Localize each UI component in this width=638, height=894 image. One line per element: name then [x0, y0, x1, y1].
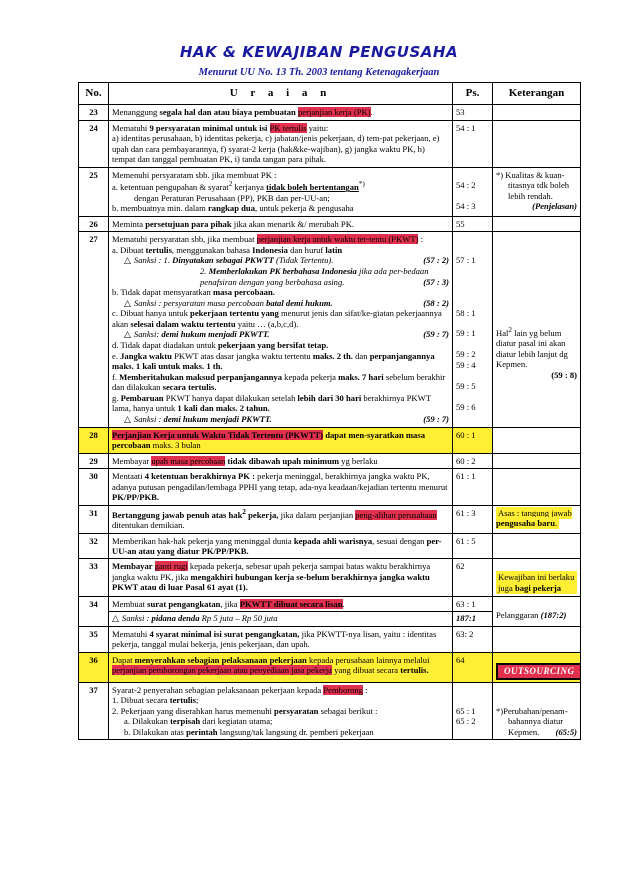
row-number: 32 — [79, 533, 109, 559]
text-bold: pidana denda — [151, 612, 200, 623]
row-pasal: 63: 2 — [453, 626, 493, 652]
text-span: Menanggung — [112, 107, 160, 118]
pasal-line: 59 : 2 — [456, 349, 476, 360]
text-span: berakhirnya PKWT lama, hanya untuk — [112, 392, 431, 414]
text-bold: selesai dalam waktu tertentu — [130, 318, 236, 329]
text-span: : — [418, 234, 424, 245]
table-row — [79, 167, 581, 216]
warning-triangle-icon: △ — [112, 612, 119, 623]
text-bold: Dinyatakan sebagai PKWTT — [172, 255, 274, 266]
text-span: a. Dibuat — [112, 244, 146, 255]
table-row — [79, 453, 581, 468]
text-span: Syarat-2 penyerahan sebagian pelaksanaan pekerjaan kepada — [112, 684, 324, 695]
text-span: Sanksi : 1. — [133, 255, 173, 266]
text-span: kepada perusahaan lainnya melalui — [306, 654, 430, 665]
obligations-table — [78, 82, 581, 740]
row-keterangan — [493, 652, 581, 682]
text-span: f. — [112, 371, 120, 382]
note-line: *) Kualitas & kuan- — [496, 169, 565, 180]
text-span: jika dalam perjanjian — [278, 509, 356, 520]
row-keterangan — [493, 505, 581, 533]
table-row — [79, 626, 581, 652]
row-pasal: 55 — [453, 216, 493, 231]
note-span: Asas : tangung jawab — [498, 507, 572, 518]
col-header-ps: Ps. — [453, 83, 493, 105]
text-span: d. Tidak dapat diadakan untuk — [112, 340, 218, 351]
text-span: kepada pekerja — [282, 371, 339, 382]
text-bold: pekerjaan yang bersifat tetap. — [217, 340, 329, 351]
text-span: dari kegiatan utama; — [200, 716, 273, 727]
text-bold: persyaratan — [274, 705, 319, 716]
text-span: langsung/tak langsung dr. pemberi pekerjaan — [217, 726, 374, 737]
text-sup: 2 — [242, 507, 246, 516]
row-keterangan — [493, 682, 581, 739]
text-highlight: peng-alihan perusahaan — [355, 509, 437, 520]
text-bold: latin — [325, 244, 343, 255]
text-span: jika akan menarik &/ merubah PK. — [231, 218, 355, 229]
note-ref: (65:5) — [555, 726, 577, 737]
row-pasal — [453, 167, 493, 216]
row-pasal: 54 : 1 — [453, 120, 493, 167]
table-row — [79, 559, 581, 597]
row-keterangan — [493, 232, 581, 428]
page-title: HAK & KEWAJIBAN PENGUSAHA — [179, 43, 459, 61]
text-span: b. Tidak dapat mensyaratkan — [112, 287, 213, 298]
text-span: PKWT atas dasar jangka waktu tertentu — [171, 350, 313, 361]
ref-span: (57 : 2) — [423, 255, 449, 266]
pasal-line: 65 : 2 — [456, 716, 476, 727]
text-span: pekerja meninggal, berakhirnya jangka waktu PK, adanya putusan pengadilan/lembaga PPHI yang tetap, ada-nya keadaan/kejadian tertentu menurut — [112, 471, 448, 492]
col-header-no: No. — [79, 83, 109, 105]
text-bold: Jangka waktu — [120, 350, 172, 361]
row-number: 37 — [79, 682, 109, 739]
note-span: lain yg belum diatur pasal ini akan diatur lebih lanjut dg Kepmen. — [496, 327, 568, 370]
note-line: bahannya diatur — [508, 716, 564, 727]
pasal-line: 57 : 1 — [456, 255, 476, 266]
row-pasal: 62 — [453, 559, 493, 597]
text-highlight: Pemborong — [323, 684, 364, 695]
note-line: *)Perubahan/penam- — [496, 705, 568, 716]
text-span: e. — [112, 350, 121, 361]
note-span: Pelanggaran — [496, 609, 539, 620]
row-number: 34 — [79, 597, 109, 626]
row-number: 30 — [79, 469, 109, 505]
note-line: (59 : 8) — [551, 369, 577, 380]
text-span: , sesuai dengan — [372, 535, 427, 546]
text-span: a. ketentuan pengupahan & syarat — [112, 182, 229, 193]
row-keterangan — [493, 105, 581, 120]
text-span: ; — [196, 695, 199, 706]
text-bold: Indonesia — [252, 244, 288, 255]
ref-span: (59 : 7) — [423, 413, 449, 424]
text-bold: tertulis — [145, 244, 172, 255]
text-bold: pekerjaan tertentu yang — [190, 308, 279, 319]
text-span: Rp 5 juta – Rp 50 juta — [199, 612, 278, 623]
page-subtitle: Menurut UU No. 13 Th. 2003 tentang Ketenagakerjaan — [198, 67, 440, 78]
text-span: PKWT hanya dapat dilakukan setelah — [163, 392, 298, 403]
text-bold: demi hukum menjadi PKWTT. — [161, 329, 270, 340]
text-bold: maks. 2 th. — [312, 350, 353, 361]
text-span: Sanksi : — [133, 413, 164, 424]
row-keterangan — [493, 559, 581, 597]
text-highlight: perjanjian kerja (PK) — [298, 107, 371, 118]
text-span: Sanksi : persyaratan masa percobaan — [133, 297, 267, 308]
text-bold: tidak dibawah upah minimum — [225, 455, 340, 466]
text-bold: surat pengangkatan — [147, 599, 221, 610]
pasal-line: 187:1 — [453, 611, 492, 623]
row-number: 25 — [79, 167, 109, 216]
note-bold: pengusaha baru — [496, 518, 555, 529]
pasal-line: 65 : 1 — [456, 705, 476, 716]
table-row — [79, 232, 581, 428]
text-span: Membayar — [112, 455, 152, 466]
row-number: 33 — [79, 559, 109, 597]
pasal-line: 54 : 2 — [456, 180, 476, 191]
row-text — [109, 427, 453, 453]
pasal-line: 59 : 1 — [456, 328, 476, 339]
text-bold: perpanjangannya maks. 1 kali untuk maks. 1 th. — [112, 350, 435, 372]
text-span: 1. Dibuat secara — [112, 695, 170, 706]
text-bold: lebih dari 30 hari — [297, 392, 362, 403]
text-line: Memenuhi persyaratam sbb. jika membuat PK : — [112, 169, 277, 180]
text-bold: 4 syarat minimal isi surat pengangkatan, — [149, 628, 300, 639]
table-row — [79, 597, 581, 626]
text-span: dan huruf — [287, 244, 326, 255]
text-span: 2. Pekerjaan yang diserahkan harus memenuhi — [112, 705, 275, 716]
text-span: jika PKWTT-nya lisan, yaitu : identitas pekerja, tanggal mulai bekerja, jenis pekerjaan, dan upah. — [112, 628, 437, 650]
row-keterangan — [493, 216, 581, 231]
row-pasal: 61 : 1 — [453, 469, 493, 505]
text-bold: batal demi hukum. — [266, 297, 333, 308]
text-span: Mematuhi — [112, 122, 150, 133]
note-line: lebih rendah. — [508, 190, 553, 201]
table-row — [79, 652, 581, 682]
text-span: Mematuhi persyaratan sbb, jika membuat — [112, 234, 257, 245]
note-span: Kepmen. — [508, 726, 540, 737]
pasal-line: 63 : 1 — [456, 599, 476, 610]
pasal-line: 58 : 1 — [456, 307, 476, 318]
row-pasal — [453, 682, 493, 739]
row-keterangan — [493, 167, 581, 216]
text-highlight: Perjanjian Kerja untuk Waktu Tidak Tertentu (PKWTT) — [112, 429, 324, 440]
row-text — [109, 652, 453, 682]
row-pasal — [453, 232, 493, 428]
text-span: a. Dilakukan — [124, 716, 171, 727]
text-bold: 1 kali dan maks. 2 tahun. — [177, 403, 270, 414]
row-pasal: 61 : 3 — [453, 505, 493, 533]
text-bold: Membayar — [112, 561, 155, 572]
text-span: sebelum berakhir dan dilakukan — [112, 371, 446, 393]
text-span: yaitu: — [306, 122, 329, 133]
row-number: 26 — [79, 216, 109, 231]
note-bold: (187:2) — [540, 609, 567, 620]
text-span: Sanksi : — [121, 612, 152, 623]
text-bold: demi hukum menjadi PKWTT. — [163, 413, 272, 424]
text-bold: tertulis. — [400, 665, 429, 676]
row-keterangan — [493, 597, 581, 626]
text-span: g. — [112, 392, 121, 403]
text-highlight: upah masa percobaan — [151, 455, 226, 466]
text-bold: Memberlakukan PK berbahasa Indonesia — [208, 266, 357, 277]
row-number: 28 — [79, 427, 109, 453]
outsourcing-badge: OUTSOURCING — [496, 663, 581, 680]
note-span: Hal — [496, 327, 509, 338]
note-highlight — [496, 507, 572, 529]
text-span: , untuk pekerja & pengusaha — [255, 203, 354, 214]
col-header-keterangan: Keterangan — [493, 83, 581, 105]
text-span: b. Dilakukan atas — [124, 726, 187, 737]
row-keterangan — [493, 453, 581, 468]
text-span: menurut jenis dan sifat/ke-giatan pekerjaannya akan — [112, 308, 442, 329]
row-pasal: 60 : 2 — [453, 453, 493, 468]
note-span: Kewajiban ini berlaku juga — [498, 572, 575, 593]
row-text — [109, 597, 453, 626]
text-bold: mengakhiri hubungan kerja se-belum berakhirnya jangka waktu PKWT atau di luar Pasal 61 ayat (1). — [112, 571, 430, 593]
table-row — [79, 427, 581, 453]
row-text — [109, 626, 453, 652]
text-span: sebagai berikut : — [318, 705, 378, 716]
text-bold: per-UU-an atau yang diatur PK/PP/PKB. — [112, 535, 442, 556]
text-span: dan — [352, 350, 370, 361]
text-span: Mentaati — [112, 471, 145, 482]
table-row — [79, 505, 581, 533]
note-highlight — [496, 571, 577, 594]
text-bold: Memberitahukan maksud perpanjangannya — [119, 371, 283, 382]
text-span: Sanksi: — [133, 329, 162, 340]
row-keterangan — [493, 120, 581, 167]
text-span: yaitu … (a,b,c,d). — [235, 318, 299, 329]
text-paragraph: a) identitas perusahaan, b) identitas pekerja, c) jabatan/jenis pekerjaan, d) tem-pat pekerjaan, e) upah dan cara pembayarannya, f) syarat-2 kerja (hak&ke-wajiban), g) jangka waktu PK, h) tempat dan tanggal pembuatan PK, i) tanda tangan para pihak. — [112, 133, 440, 165]
text-span: Memberikan hak-hak pekerja yang meninggal dunia — [112, 535, 294, 546]
table-row — [79, 216, 581, 231]
ref-span: (59 : 7) — [423, 329, 449, 340]
row-text — [109, 505, 453, 533]
text-bold: persetujuan para pihak — [145, 218, 232, 229]
row-number: 36 — [79, 652, 109, 682]
text-bold: pekerja, — [245, 509, 279, 520]
row-keterangan — [493, 533, 581, 559]
text-span: kepada pekerja, sebesar upah pekerja sampai batas waktu berakhirnya jangka waktu PK, jika — [112, 561, 431, 582]
text-bold: perintah — [186, 726, 218, 737]
pasal-line: 59 : 4 — [456, 359, 476, 370]
text-highlight: perjanjian kerja untuk waktu ter-tentu (PKWT) — [256, 234, 419, 245]
row-number: 23 — [79, 105, 109, 120]
row-number: 24 — [79, 120, 109, 167]
table-row — [79, 533, 581, 559]
pasal-line: 59 : 5 — [456, 380, 476, 391]
text-bold: tertulis — [169, 695, 197, 706]
row-keterangan — [493, 469, 581, 505]
table-row — [79, 469, 581, 505]
text-highlight: perjanjian pemborongan pekerjaan atau penyediaan jasa pekerja — [112, 665, 332, 676]
row-pasal: 61 : 5 — [453, 533, 493, 559]
text-span: b. membuatnya min. dalam — [112, 203, 208, 214]
text-bold-underline: tidak boleh bertentangan — [266, 182, 359, 193]
text-bold: kepada ahli warisnya — [293, 535, 373, 546]
text-sup: 2 — [228, 180, 233, 189]
row-pasal: 53 — [453, 105, 493, 120]
row-keterangan — [493, 427, 581, 453]
note-line: (Penjelasan) — [532, 201, 577, 212]
row-text — [109, 120, 453, 167]
text-highlight: ganti rugi — [154, 561, 188, 572]
text-bold: menyerahkan sebagian pelaksanaan pekerjaan — [134, 654, 307, 665]
table-row — [79, 120, 581, 167]
text-span: Meminta — [112, 218, 146, 229]
text-span: yg berlaku — [339, 455, 378, 466]
row-number: 29 — [79, 453, 109, 468]
text-span: : — [363, 684, 368, 695]
row-pasal: 60 : 1 — [453, 427, 493, 453]
text-span: jika ada per-bedaan penafsiran dengan yang berbahasa asing. — [200, 266, 429, 287]
text-span: . — [342, 599, 345, 610]
ref-span: (58 : 2) — [423, 297, 449, 308]
row-text — [109, 559, 453, 597]
text-bold: 4 ketentuan berakhirnya PK : — [144, 471, 255, 482]
text-span: maks. 3 bulan — [150, 440, 201, 451]
warning-triangle-icon: △ — [124, 413, 131, 424]
text-bold: dapat men-syaratkan masa percobaan — [112, 429, 425, 451]
row-number: 31 — [79, 505, 109, 533]
row-pasal: 64 — [453, 652, 493, 682]
table-header-row — [79, 83, 581, 105]
col-header-uraian: U r a i a n — [109, 83, 453, 105]
text-highlight: PK tertulis — [269, 122, 307, 133]
text-span: Mematuhi — [112, 628, 150, 639]
text-span: (Tidak Tertentu). — [273, 255, 334, 266]
text-span: ditentukan demikian. — [112, 520, 185, 531]
text-bold: secara tertulis. — [162, 382, 217, 393]
note-bold: bagi pekerja — [514, 582, 562, 593]
text-bold: masa percobaan. — [212, 287, 275, 298]
note-sup: 2 — [508, 326, 512, 335]
note-line: titasnya tdk boleh — [508, 180, 570, 191]
table-row — [79, 682, 581, 739]
text-bold: Pembaruan — [120, 392, 164, 403]
pasal-line: 59 : 6 — [456, 401, 476, 412]
row-text — [109, 167, 453, 216]
row-text — [109, 105, 453, 120]
text-span: , menggunakan bahasa — [171, 244, 253, 255]
text-bold: Bertanggung jawab penuh atas hak — [112, 509, 243, 520]
text-sup: *) — [358, 180, 365, 189]
text-span: Membuat — [112, 599, 148, 610]
ref-span: (57 : 3) — [423, 276, 449, 287]
text-span: . — [370, 107, 373, 118]
text-line: dengan Peraturan Perusahaan (PP), PKB dan per-UU-an; — [134, 192, 330, 203]
text-bold: segala hal dan atau biaya pembuatan — [159, 107, 298, 118]
row-text — [109, 533, 453, 559]
warning-triangle-icon: △ — [124, 255, 131, 266]
text-span: kerjanya — [232, 182, 267, 193]
text-span: Dapat — [112, 654, 135, 665]
text-span: 2. — [200, 266, 209, 277]
pasal-line: 54 : 3 — [456, 201, 476, 212]
text-bold: terpisah — [170, 716, 201, 727]
text-span: c. Dibuat hanya untuk — [112, 308, 191, 319]
row-text — [109, 682, 453, 739]
text-highlight: PKWTT dibuat secara lisan — [239, 599, 343, 610]
row-keterangan — [493, 626, 581, 652]
text-span: , jika — [220, 599, 240, 610]
row-number: 35 — [79, 626, 109, 652]
warning-triangle-icon: △ — [124, 297, 131, 308]
text-bold: maks. 7 hari — [338, 371, 384, 382]
row-text — [109, 469, 453, 505]
row-text — [109, 216, 453, 231]
row-text — [109, 453, 453, 468]
row-number: 27 — [79, 232, 109, 428]
row-pasal — [453, 597, 493, 626]
text-span: yang dibuat secara — [332, 665, 401, 676]
table-row — [79, 105, 581, 120]
text-bold: 9 persyaratan minimal untuk isi — [149, 122, 270, 133]
text-bold: PK/PP/PKB. — [112, 492, 160, 503]
text-bold: rangkap dua — [207, 203, 256, 214]
note-span: . — [555, 518, 558, 529]
row-text — [109, 232, 453, 428]
warning-triangle-icon: △ — [124, 329, 131, 340]
